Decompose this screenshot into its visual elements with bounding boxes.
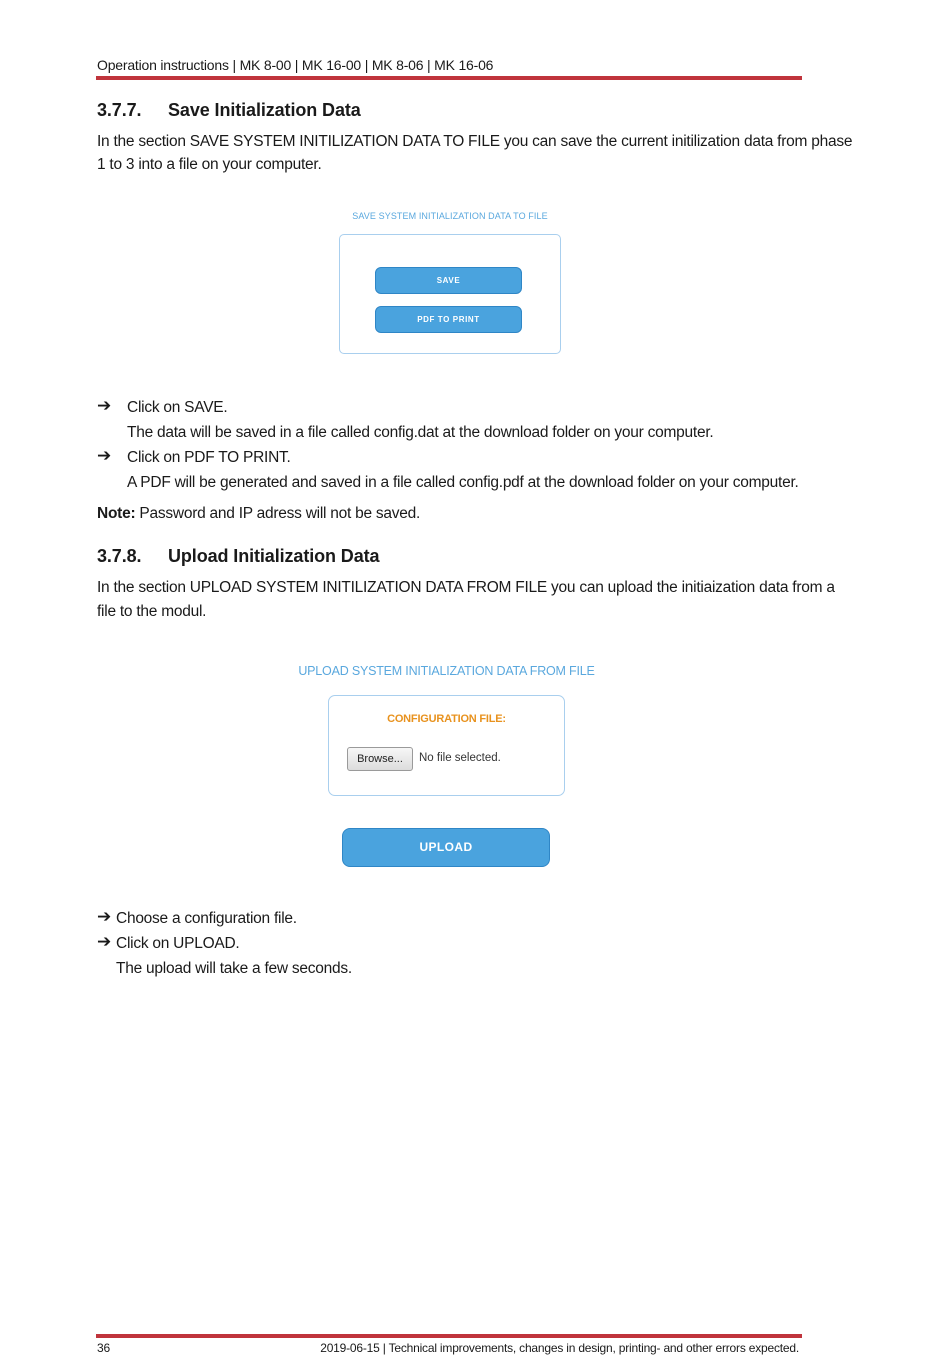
section-intro-line: file to the modul. [97, 603, 207, 620]
pdf-to-print-button[interactable]: PDF TO PRINT [375, 306, 522, 333]
page-number: 36 [97, 1341, 110, 1355]
section-intro-line: In the section UPLOAD SYSTEM INITILIZATION DATA FROM FILE you can upload the initiaization data from a [97, 579, 835, 596]
step-detail: The upload will take a few seconds. [116, 960, 352, 977]
note-label: Note: [97, 505, 136, 522]
section-number: 3.7.7. [97, 100, 142, 120]
step-detail: The data will be saved in a file called config.dat at the download folder on your computer. [127, 424, 714, 441]
upload-button[interactable]: UPLOAD [342, 828, 550, 867]
arrow-right-icon: ➔ [97, 907, 112, 926]
save-panel-title: SAVE SYSTEM INITIALIZATION DATA TO FILE [352, 211, 548, 221]
upload-panel [328, 695, 565, 796]
section-heading-save [97, 100, 361, 121]
section-number: 3.7.8. [97, 546, 142, 566]
step-text: Click on SAVE. [127, 399, 228, 416]
step-text: Click on PDF TO PRINT. [127, 449, 291, 466]
configuration-file-label: CONFIGURATION FILE: [387, 713, 506, 725]
file-status-text: No file selected. [419, 752, 501, 764]
note-text: Password and IP adress will not be saved. [135, 505, 421, 522]
note [97, 502, 420, 525]
section-intro-line: In the section SAVE SYSTEM INITILIZATION DATA TO FILE you can save the current initilization data from phase [97, 133, 853, 150]
header-rule [96, 76, 802, 80]
section-title: Save Initialization Data [168, 100, 361, 120]
upload-panel-title: UPLOAD SYSTEM INITIALIZATION DATA FROM FILE [298, 664, 595, 678]
save-panel [339, 234, 561, 354]
arrow-right-icon: ➔ [97, 396, 112, 415]
header-title: Operation instructions | MK 8-00 | MK 16-00 | MK 8-06 | MK 16-06 [97, 57, 494, 73]
arrow-right-icon: ➔ [97, 932, 112, 951]
section-title: Upload Initialization Data [168, 546, 380, 566]
section-intro-line: 1 to 3 into a file on your computer. [97, 156, 322, 173]
save-button[interactable]: SAVE [375, 267, 522, 294]
step-detail: A PDF will be generated and saved in a file called config.pdf at the download folder on your computer. [127, 474, 799, 491]
section-heading-upload [97, 546, 379, 567]
step-text: Choose a configuration file. [116, 910, 297, 927]
footer-text: 2019-06-15 | Technical improvements, changes in design, printing- and other errors expected. [320, 1341, 799, 1355]
footer-rule [96, 1334, 802, 1338]
browse-button[interactable]: Browse... [347, 747, 413, 771]
arrow-right-icon: ➔ [97, 446, 112, 465]
step-text: Click on UPLOAD. [116, 935, 240, 952]
